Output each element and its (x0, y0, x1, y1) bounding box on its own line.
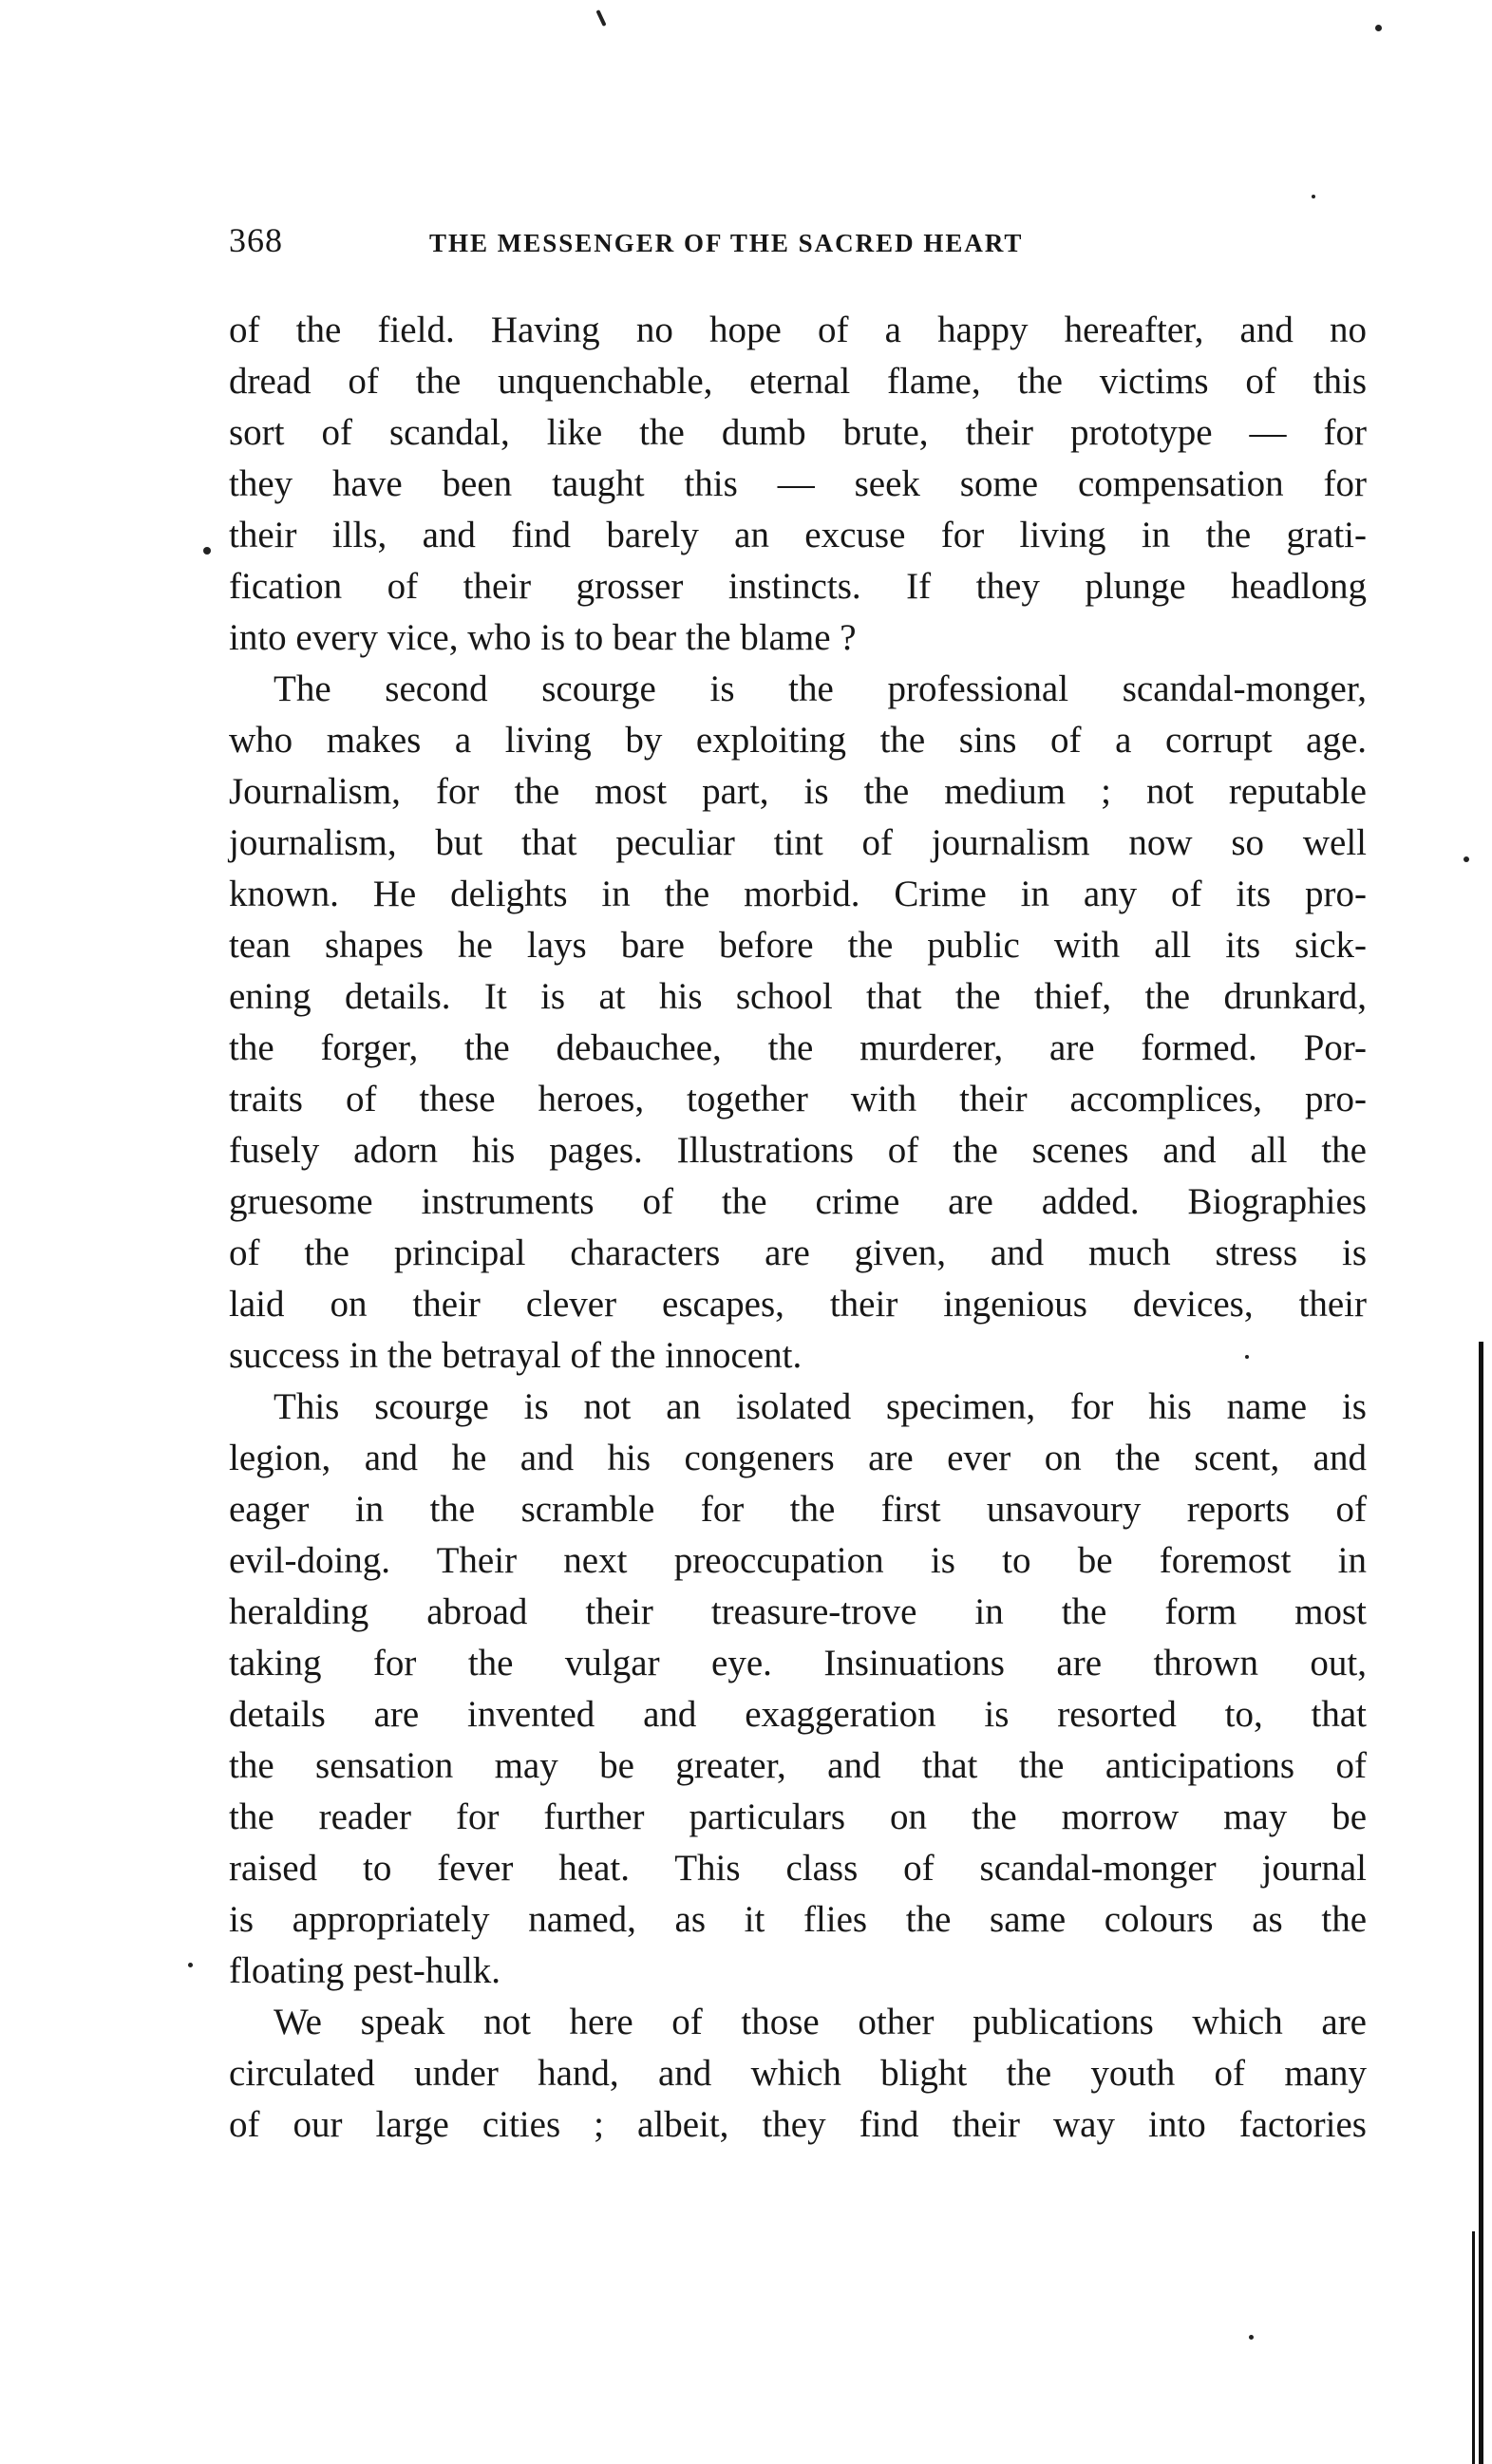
text-line: the forger, the debauchee, the murderer, are formed. Por- (229, 1027, 1367, 1068)
text-line: tean shapes he lays bare before the public with all its sick- (229, 925, 1367, 966)
text-line: laid on their clever escapes, their ingenious devices, their (229, 1284, 1367, 1325)
text-line: The second scourge is the professional scandal-monger, (274, 668, 1367, 709)
scan-edge-shadow (1472, 2231, 1475, 2464)
text-line: the reader for further particulars on the morrow may be (229, 1796, 1367, 1837)
scan-speck (1464, 856, 1469, 862)
text-line: fusely adorn his pages. Illustrations of the scenes and all the (229, 1130, 1367, 1171)
text-line: details are invented and exaggeration is resorted to, that (229, 1694, 1367, 1735)
text-line: This scourge is not an isolated specimen, for his name is (274, 1386, 1367, 1427)
text-line: who makes a living by exploiting the sins of a corrupt age. (229, 720, 1367, 761)
text-line: of our large cities ; albeit, they find their way into factories (229, 2104, 1367, 2145)
text-line: dread of the unquenchable, eternal flame, the victims of this (229, 361, 1367, 402)
text-line: known. He delights in the morbid. Crime in any of its pro- (229, 874, 1367, 914)
text-line: success in the betrayal of the innocent. (229, 1335, 803, 1376)
text-line: is appropriately named, as it flies the same colours as the (229, 1899, 1367, 1940)
text-line: journalism, but that peculiar tint of journalism now so well (229, 822, 1367, 863)
scan-speck (1245, 1355, 1249, 1359)
scan-edge-shadow (1479, 1342, 1483, 2464)
text-line: their ills, and find barely an excuse for living in the grati- (229, 515, 1367, 555)
text-line: Journalism, for the most part, is the medium ; not reputable (229, 771, 1367, 812)
running-title: THE MESSENGER OF THE SACRED HEART (429, 229, 1024, 257)
text-line: circulated under hand, and which blight the youth of many (229, 2053, 1367, 2094)
text-line: the sensation may be greater, and that the anticipations of (229, 1745, 1367, 1786)
text-line: of the field. Having no hope of a happy hereafter, and no (229, 310, 1367, 350)
scan-speck (203, 547, 211, 555)
text-line: We speak not here of those other publications which are (274, 2002, 1367, 2042)
text-line: into every vice, who is to bear the blame ? (229, 617, 857, 658)
scan-speck (1249, 2335, 1254, 2340)
text-line: eager in the scramble for the first unsavoury reports of (229, 1489, 1367, 1530)
text-line: fication of their grosser instincts. If they plunge headlong (229, 566, 1367, 607)
text-line: gruesome instruments of the crime are added. Biographies (229, 1181, 1367, 1222)
page-number: 368 (229, 221, 283, 259)
text-line: raised to fever heat. This class of scandal-monger journal (229, 1848, 1367, 1889)
text-line: legion, and he and his congeners are ever on the scent, and (229, 1438, 1367, 1478)
page-header (229, 220, 1194, 270)
text-line: ening details. It is at his school that the thief, the drunkard, (229, 976, 1367, 1017)
scan-speck (1375, 25, 1382, 31)
text-line: floating pest-hulk. (229, 1950, 500, 1991)
text-line: evil-doing. Their next preoccupation is to be foremost in (229, 1540, 1367, 1581)
scan-speck (1312, 195, 1315, 198)
text-line: heralding abroad their treasure-trove in the form most (229, 1591, 1367, 1632)
scan-speck (188, 1963, 193, 1967)
text-line: sort of scandal, like the dumb brute, their prototype — for (229, 412, 1367, 453)
text-line: traits of these heroes, together with their accomplices, pro- (229, 1079, 1367, 1119)
scan-speck (595, 9, 606, 27)
text-line: taking for the vulgar eye. Insinuations are thrown out, (229, 1643, 1367, 1683)
text-line: of the principal characters are given, and much stress is (229, 1232, 1367, 1273)
text-line: they have been taught this — seek some compensation for (229, 463, 1367, 504)
